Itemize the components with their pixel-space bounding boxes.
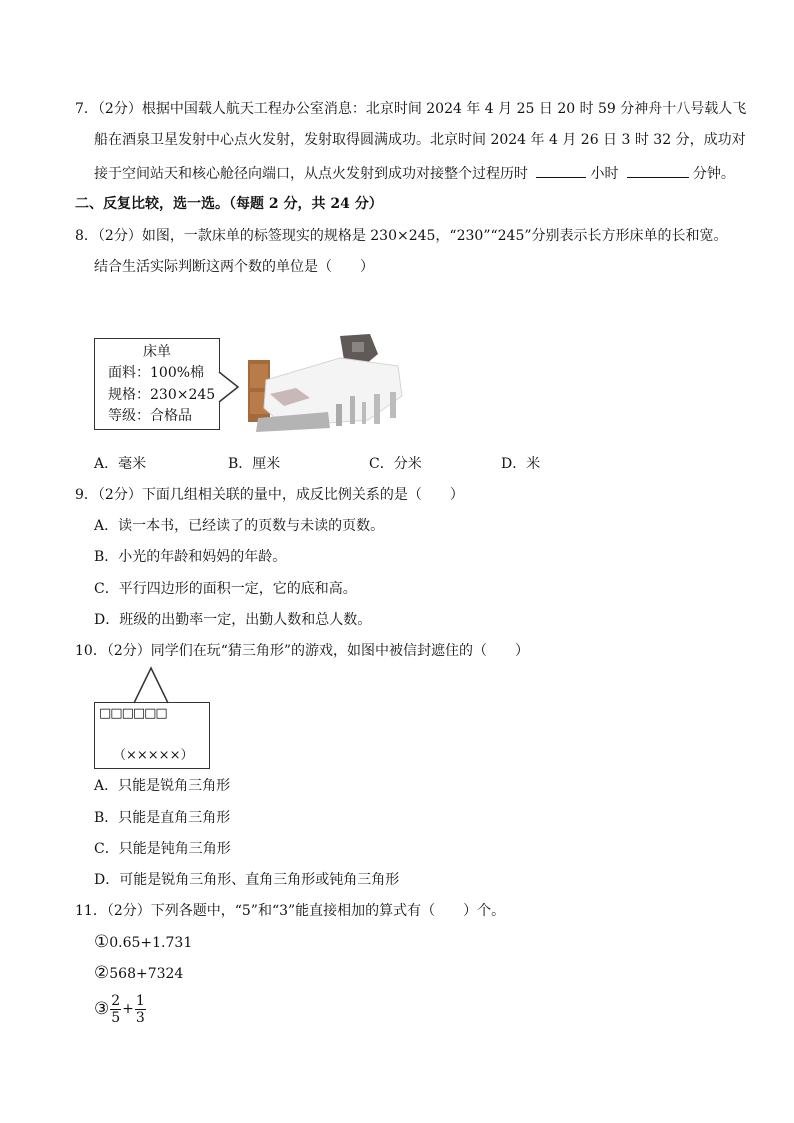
q9-option-d[interactable]: D．班级的出勤率一定，出勤人数和总人数。 (94, 612, 372, 628)
envelope-top-boxes: □□□□□□ (99, 706, 167, 721)
q11-expr-1: 0.65+1.731 (109, 935, 193, 951)
q11-item-2 (94, 963, 183, 984)
q11-stem: 11．（2分）下列各题中，“5”和“3”能直接相加的算式有（ ）个。 (75, 903, 506, 919)
q8-option-a[interactable]: A．毫米 (94, 456, 147, 472)
fraction-denominator: 3 (135, 1009, 145, 1026)
fraction-two-fifths (110, 993, 121, 1026)
q7-hours-unit: 小时 (590, 166, 619, 182)
q11-item-1 (94, 932, 192, 953)
fraction-denominator: 5 (111, 1009, 121, 1026)
fraction-numerator: 1 (135, 992, 145, 1009)
circled-number-1: ① (94, 932, 110, 952)
label-grade: 等级：合格品 (108, 408, 192, 424)
fraction-numerator: 2 (111, 992, 121, 1009)
q9-option-a[interactable]: A．读一本书，已经读了的页数与未读的页数。 (94, 518, 385, 534)
section-title: 二、反复比较，选一选。（每题 2 分，共 24 分） (75, 196, 383, 212)
q11-expr-2: 568+7324 (109, 966, 184, 982)
q9-stem: 9．（2分）下面几组相关联的量中，成反比例关系的是（ ） (75, 487, 464, 503)
q8-line1: 8．（2分）如图，一款床单的标签现实的规格是 230×245，“230”“245”分别表示长方形床单的长和宽。 (75, 228, 728, 244)
q8-line2: 结合生活实际判断这两个数的单位是（ ） (94, 259, 374, 275)
q10-stem: 10．（2分）同学们在玩“猜三角形”的游戏，如图中被信封遮住的（ ） (75, 643, 530, 659)
q8-option-c[interactable]: C．分米 (369, 456, 422, 472)
fraction-one-third (135, 993, 146, 1026)
envelope-box (94, 702, 210, 769)
q7-line2: 船在酒泉卫星发射中心点火发射，发射取得圆满成功。北京时间 2024 年 4 月 26 日 3 时 32 分，成功对 (94, 132, 746, 148)
circled-number-3: ③ (94, 999, 110, 1019)
label-pointer (218, 370, 242, 406)
q7-line3 (94, 163, 735, 184)
bed-photo (244, 334, 410, 434)
q9-option-c[interactable]: C．平行四边形的面积一定，它的底和高。 (94, 581, 357, 597)
q8-option-b[interactable]: B．厘米 (228, 456, 281, 472)
q8-option-d[interactable]: D．米 (501, 456, 541, 472)
q7-line1: 7．（2分）根据中国载人航天工程办公室消息：北京时间 2024 年 4 月 25 日 20 时 59 分神舟十八号载人飞 (75, 101, 747, 117)
q10-option-c[interactable]: C．只能是钝角三角形 (94, 841, 231, 857)
q10-option-b[interactable]: B．只能是直角三角形 (94, 810, 231, 826)
label-title: 床单 (143, 344, 171, 360)
envelope-bottom-text: （×××××） (113, 748, 194, 763)
envelope-triangle (130, 666, 174, 704)
q9-option-b[interactable]: B．小光的年龄和妈妈的年龄。 (94, 549, 287, 565)
q11-item-3 (94, 992, 147, 1026)
circled-number-2: ② (94, 963, 110, 983)
q7-minutes-unit: 分钟。 (692, 166, 735, 182)
bedsheet-label-box (94, 338, 220, 430)
answer-blank-minutes[interactable] (627, 163, 689, 178)
label-spec: 规格：230×245 (108, 387, 216, 403)
label-fabric: 面料：100%棉 (108, 365, 205, 381)
answer-blank-hours[interactable] (536, 163, 586, 178)
plus-sign: + (122, 1001, 134, 1017)
q10-option-a[interactable]: A．只能是锐角三角形 (94, 778, 231, 794)
q10-option-d[interactable]: D．可能是锐角三角形、直角三角形或钝角三角形 (94, 872, 400, 888)
q7-line3-text: 接于空间站天和核心舱径向端口，从点火发射到成功对接整个过程历时 (94, 166, 528, 182)
